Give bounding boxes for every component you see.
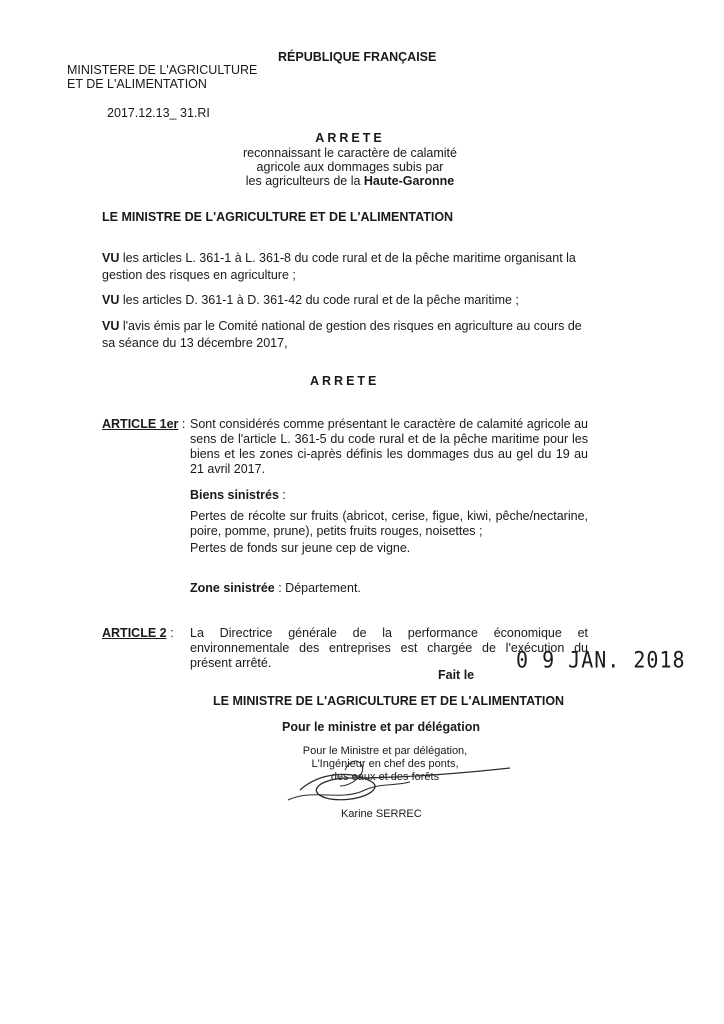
fait-le-label: Fait le	[438, 668, 475, 682]
consideration-text: l'avis émis par le Comité national de gestion des risques en agriculture au cours de sa séance du 13 décembre 2017,	[102, 319, 582, 350]
article1-colon: :	[178, 417, 186, 431]
biens-colon: :	[278, 488, 286, 502]
title-block	[200, 131, 500, 188]
article2-label: ARTICLE 2	[102, 626, 167, 640]
consideration-3	[102, 318, 594, 352]
consideration-text: les articles D. 361-1 à D. 361-42 du code rural et de la pêche maritime ;	[119, 293, 519, 307]
ministry-name-line1: MINISTERE DE L'AGRICULTURE	[67, 63, 258, 77]
stamp-line1: Pour le Ministre et par délégation,	[302, 745, 468, 757]
article1-label-group	[102, 417, 185, 431]
signer-name: Karine SERREC	[341, 808, 422, 820]
signature-minister-heading: LE MINISTRE DE L'AGRICULTURE ET DE L'ALIMENTATION	[213, 694, 565, 708]
signature-delegation: Pour le ministre et par délégation	[282, 720, 480, 734]
department-name: Haute-Garonne	[363, 174, 455, 188]
date-stamp: 0 9 JAN. 2018	[516, 646, 686, 674]
title-line3	[200, 174, 500, 188]
biens-item-1: Pertes de récolte sur fruits (abricot, cerise, figue, kiwi, pêche/nectarine, poire, pomme, prune), petits fruits rouges, noisettes ;	[190, 509, 588, 538]
article2-text: La Directrice générale de la performance économique et environnementale des entreprises est chargée de l'exécution du présent arrêté.	[190, 626, 588, 670]
consideration-2	[102, 292, 594, 309]
minister-heading: LE MINISTRE DE L'AGRICULTURE ET DE L'ALIMENTATION	[102, 210, 454, 224]
article2-label-group	[102, 626, 174, 640]
arrete-heading: ARRETE	[310, 374, 380, 388]
article1-text: Sont considérés comme présentant le caractère de calamité agricole au sens de l'article L. 361-5 du code rural et de la pêche maritime pour les biens et les zones ci-après définis les dommages dus au gel du 19 au 21 avril 2017.	[190, 417, 588, 476]
stamp-line2: L'Ingénieur en chef des ponts,	[311, 758, 459, 770]
title-line1: reconnaissant le caractère de calamité	[242, 146, 457, 160]
title-heading: ARRETE	[315, 131, 385, 145]
article2-colon: :	[166, 626, 174, 640]
biens-item-2: Pertes de fonds sur jeune cep de vigne.	[190, 541, 411, 555]
biens-label: Biens sinistrés	[190, 488, 279, 502]
stamp-line3: des eaux et des forêts	[330, 771, 440, 783]
signature-stamp	[270, 745, 500, 784]
vu-label: VU	[102, 319, 120, 333]
biens-heading	[190, 488, 286, 502]
article1-label: ARTICLE 1er	[102, 417, 179, 431]
vu-label: VU	[102, 251, 120, 265]
ministry-name-line2: ET DE L'ALIMENTATION	[67, 77, 207, 91]
consideration-1	[102, 250, 594, 284]
vu-label: VU	[102, 293, 120, 307]
title-line3-prefix: les agriculteurs de la	[245, 174, 364, 188]
zone-value: : Département.	[274, 581, 361, 595]
reference-number: 2017.12.13_ 31.RI	[107, 106, 210, 120]
zone-line	[190, 581, 361, 595]
republic-heading: RÉPUBLIQUE FRANÇAISE	[278, 50, 437, 64]
title-line2: agricole aux dommages subis par	[256, 160, 444, 174]
zone-label: Zone sinistrée	[190, 581, 275, 595]
consideration-text: les articles L. 361-1 à L. 361-8 du code rural et de la pêche maritime organisant la gestion des risques en agriculture ;	[102, 251, 576, 282]
